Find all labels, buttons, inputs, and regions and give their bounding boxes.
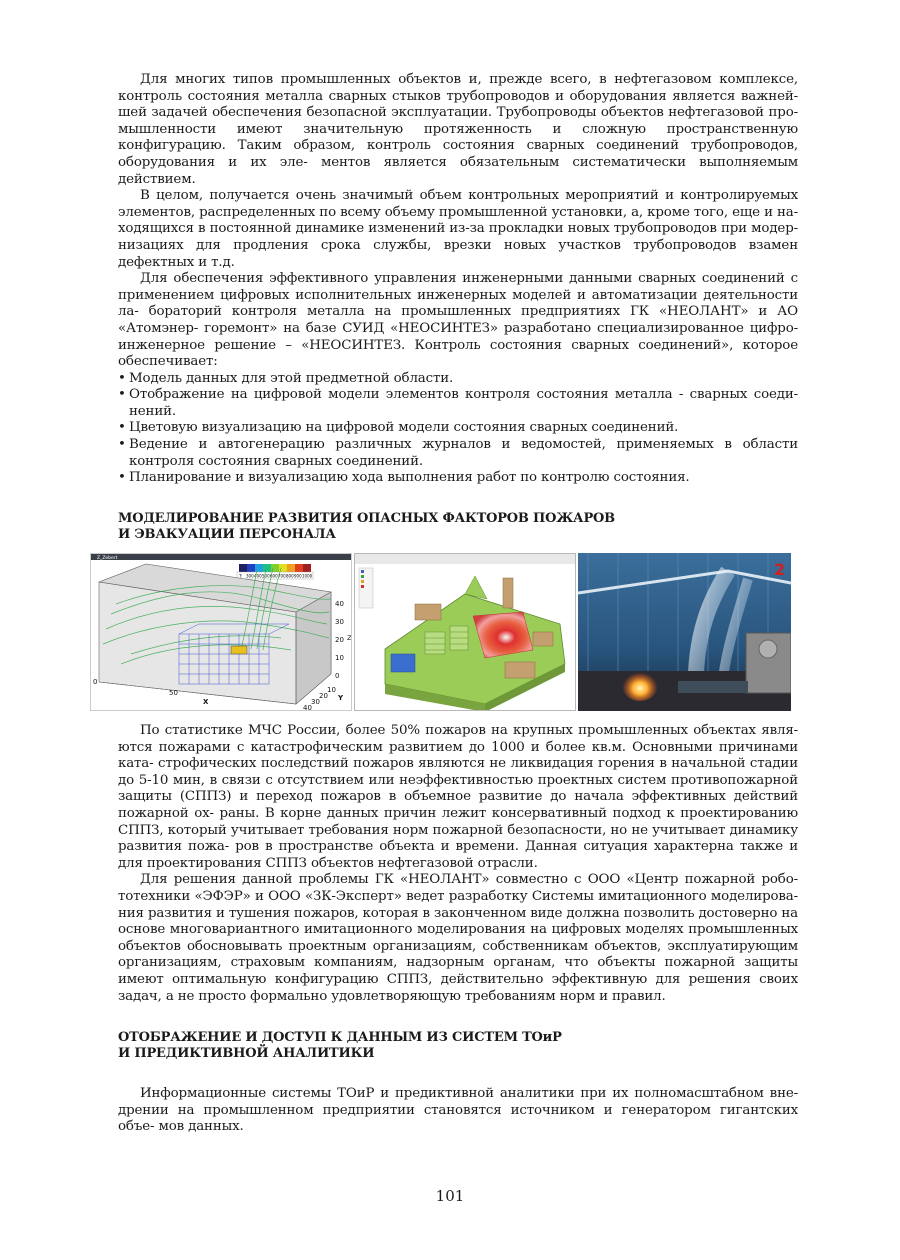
fire-test-photo-svg [578, 553, 791, 711]
paragraph: Для обеспечения эффективного управления инженерными данными сварных соединений с применением цифровых исполнительных инженерных моделей и автоматизации деятельности ла- бораторий контроля металла на промышленных предприятиях ГК «НЕОЛАНТ» и АО «Атомэнер- горемонт» на базе СУИД «НЕОСИНТЕЗ» разработано специализированное цифро-инженерное решение – «НЕОСИНТЕЗ. Контроль состояния сварных соединений», которое обеспечивает: [118, 271, 798, 370]
photo-marker: 2 [774, 560, 786, 579]
legend-label: 500 [262, 573, 270, 579]
simulation-plot [90, 553, 352, 711]
x-tick: 50 [169, 689, 178, 697]
heading-line: МОДЕЛИРОВАНИЕ РАЗВИТИЯ ОПАСНЫХ ФАКТОРОВ ПОЖАРОВ [118, 510, 615, 526]
page-body [118, 72, 798, 543]
plot-tab-label: Z_Zebert [97, 556, 118, 561]
building-model-svg [355, 554, 576, 711]
fire-source [231, 646, 247, 654]
legend-label: 600 [270, 573, 278, 579]
building-model [354, 553, 576, 711]
legend-label: 800 [286, 573, 294, 579]
bullet-list [118, 371, 798, 487]
paragraph: Для многих типов промышленных объектов и, прежде всего, в нефтегазовом комплексе, контроль состояния металла сварных стыков трубопроводов и оборудования является важней- шей задачей обеспечения безопасной эксплуатации. Трубопроводы объектов нефтегазовой про- мышленности имеют значительную протяженность и сложную пространственную конфигурацию. Таким образом, контроль состояния сварных соединений трубопроводов, оборудования и их эле- ментов является обязательным систематически выполняемым действием. [118, 72, 798, 187]
list-item: • Ведение и автогенерацию различных журналов и ведомостей, применяемых в области контроля состояния сварных соединений. [118, 437, 798, 470]
list-item: • Планирование и визуализацию хода выполнения работ по контролю состояния. [118, 470, 798, 487]
paragraph: Для решения данной проблемы ГК «НЕОЛАНТ» совместно с ООО «Центр пожарной робо- тотехники «ЭФЭР» и ООО «ЗК-Эксперт» ведет разработку Системы имитационного моделирова- ния развития и тушения пожаров, которая в законченном виде должна позволить достоверно на основе многовариантного имитационного моделирования на цифровых моделях промышленных объектов обосновывать проектным организациям, собственникам объектов, эксплуатирующим организациям, страховым компаниям, надзорным органам, что объекты пожарной защиты имеют оптимальную конфигурацию СППЗ, действительно эффективную для решения своих задач, а не просто формально удовлетворяющую требованиям норм и правил. [118, 872, 798, 1004]
page-body-lower [118, 723, 798, 1136]
color-legend [237, 564, 313, 579]
depth-tick: 30 [311, 698, 320, 706]
x-axis-label: X [203, 698, 209, 706]
heading-line: И ПРЕДИКТИВНОЙ АНАЛИТИКИ [118, 1046, 375, 1062]
legend-label: 400 [254, 573, 262, 579]
paragraph: Информационные системы ТОиР и предиктивной аналитики при их полномасштабном вне- дрении на промышленном предприятии становятся источником и генератором гигантских объе- мов данных. [118, 1086, 798, 1135]
page-number: 101 [435, 1187, 465, 1205]
legend-label: 300 [246, 573, 254, 579]
legend-label: 1000 [302, 573, 313, 579]
section-heading [118, 511, 798, 543]
depth-tick: 10 [327, 686, 336, 694]
list-item: • Отображение на цифровой модели элементов контроля состояния металла - сварных соеди- нений. [118, 387, 798, 420]
heading-line: И ЭВАКУАЦИИ ПЕРСОНАЛА [118, 526, 336, 542]
legend-label: 900 [294, 573, 302, 579]
blue-block [391, 654, 415, 672]
list-item: • Модель данных для этой предметной области. [118, 371, 798, 388]
section-heading [118, 1030, 798, 1062]
figure-strip [90, 553, 797, 711]
simulation-plot-svg [91, 554, 352, 711]
list-item: • Цветовую визуализацию на цифровой модели состояния сварных соединений. [118, 420, 798, 437]
heading-line: ОТОБРАЖЕНИЕ И ДОСТУП К ДАННЫМ ИЗ СИСТЕМ ТОиР [118, 1030, 562, 1046]
y-tick: 10 [335, 654, 344, 662]
fire-test-photo [578, 553, 791, 711]
paragraph: В целом, получается очень значимый объем контрольных мероприятий и контролируемых элементов, распределенных по всему объему промышленной установки, а, кроме того, еще и на- ходящихся в постоянной динамике изменений из-за прокладки новых трубопроводов при модер- низациях для продления срока службы, врезки новых участков трубопроводов взамен дефектных и т.д. [118, 188, 798, 270]
y-tick: 20 [335, 636, 344, 644]
depth-axis-label: Y [338, 694, 344, 702]
y-tick: 30 [335, 618, 344, 626]
y-axis-label: Z [347, 634, 352, 642]
depth-tick: 40 [303, 704, 312, 711]
y-tick: 40 [335, 600, 344, 608]
paragraph: По статистике МЧС России, более 50% пожаров на крупных промышленных объектах явля- ются пожарами с катастрофическим развитием до 1000 и более кв.м. Основными причинами ката- строфических последствий пожаров являются не ликвидация горения в начальной стадии до 5-10 мин, в связи с отсутствием или неэффективностью проектных систем противопожарной защиты (СППЗ) и переход пожаров в объемное развитие до начала эффективных действий пожарной ох- раны. В корне данных причин лежит консервативный подход к проектированию СППЗ, который учитывает требования норм пожарной безопасности, но не учитывает динамику развития пожа- ров в пространстве объекта и времени. Данная ситуация характерна также и для проектирования СППЗ объектов нефтегазовой отрасли. [118, 723, 798, 871]
legend-label: T: [239, 573, 243, 579]
x-tick: 0 [93, 678, 98, 686]
depth-tick: 20 [319, 692, 328, 700]
legend-label: 700 [278, 573, 286, 579]
y-tick: 0 [335, 672, 340, 680]
flame [622, 669, 658, 701]
